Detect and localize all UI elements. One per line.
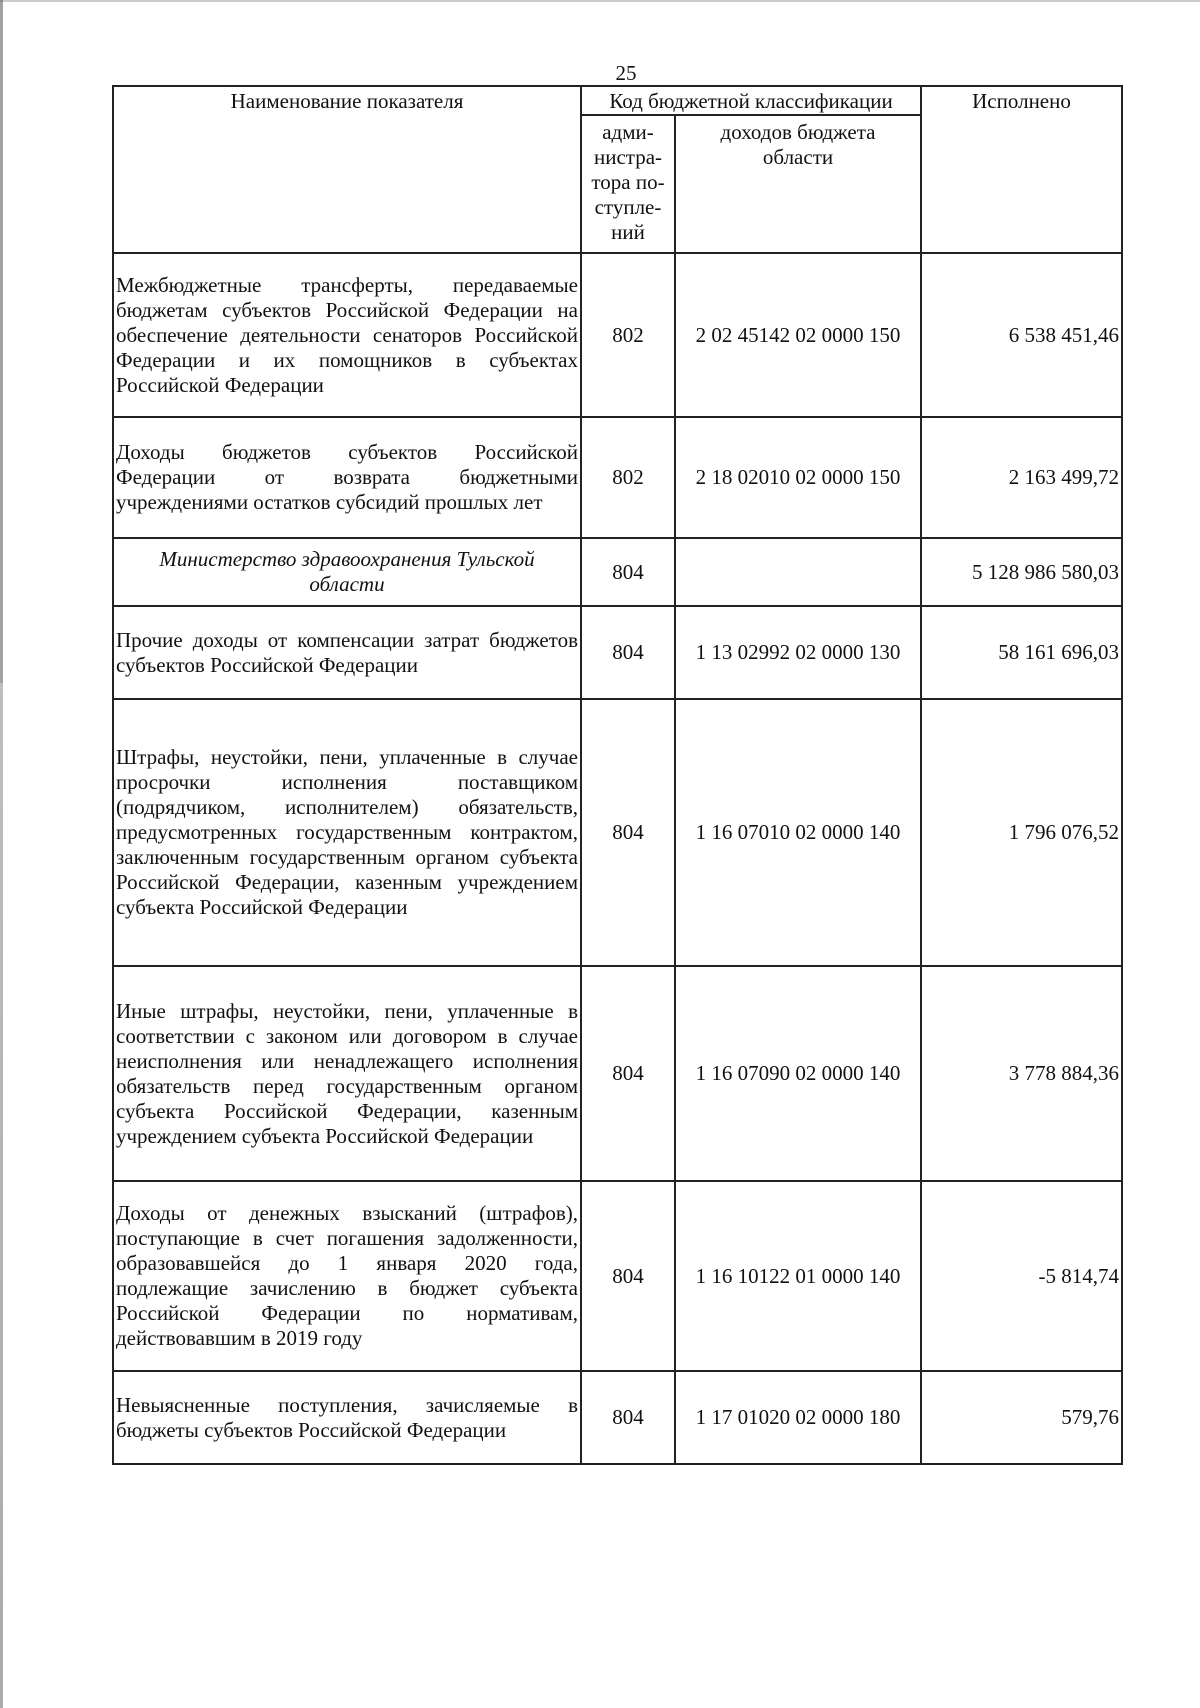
table-row bbox=[113, 1181, 1122, 1371]
header-income-label: доходов бюджета области bbox=[720, 120, 876, 169]
table-row bbox=[113, 1371, 1122, 1464]
header-executed-label: Исполнено bbox=[972, 89, 1071, 113]
table-row bbox=[113, 253, 1122, 417]
page-number: 25 bbox=[615, 61, 637, 85]
scan-edge-left bbox=[0, 0, 3, 1708]
row-name: Штрафы, неустойки, пени, уплаченные в случае просрочки исполнения поставщиком (подрядчиком, исполнителем) обязательств, предусмотренных государственным контрактом, заключенным государственным органом субъекта Российской Федерации, казенным учреждением субъекта Российской Федерации bbox=[113, 699, 581, 966]
row-admin-code: 802 bbox=[581, 417, 675, 538]
header-name bbox=[113, 86, 581, 253]
row-name: Доходы бюджетов субъектов Российской Федерации от возврата бюджетными учреждениями остатков субсидий прошлых лет bbox=[113, 417, 581, 538]
header-row bbox=[113, 86, 1122, 115]
row-amount: 2 163 499,72 bbox=[921, 417, 1122, 538]
row-amount: 6 538 451,46 bbox=[921, 253, 1122, 417]
row-name: Доходы от денежных взысканий (штрафов), поступающие в счет погашения задолженности, образовавшейся до 1 января 2020 года, подлежащие зачислению в бюджет субъекта Российской Федерации по нормативам, действовавшим в 2019 году bbox=[113, 1181, 581, 1371]
row-admin-code: 804 bbox=[581, 1371, 675, 1464]
budget-income-table bbox=[112, 85, 1123, 1465]
row-name: Прочие доходы от компенсации затрат бюджетов субъектов Российской Федерации bbox=[113, 606, 581, 699]
row-income-code: 2 18 02010 02 0000 150 bbox=[675, 417, 921, 538]
scan-edge-top bbox=[0, 0, 1200, 2]
row-section-name: Министерство здравоохранения Тульской области bbox=[113, 538, 581, 606]
row-amount: 579,76 bbox=[921, 1371, 1122, 1464]
header-code-group-label: Код бюджетной классификации bbox=[609, 89, 893, 113]
table-row bbox=[113, 966, 1122, 1181]
header-admin bbox=[581, 115, 675, 253]
row-admin-code: 804 bbox=[581, 699, 675, 966]
row-income-code: 1 16 10122 01 0000 140 bbox=[675, 1181, 921, 1371]
row-name: Невыясненные поступления, зачисляемые в бюджеты субъектов Российской Федерации bbox=[113, 1371, 581, 1464]
row-income-code: 1 16 07010 02 0000 140 bbox=[675, 699, 921, 966]
row-amount: 1 796 076,52 bbox=[921, 699, 1122, 966]
header-admin-label: адми- нистра- тора по- ступле- ний bbox=[591, 120, 665, 244]
table-row bbox=[113, 699, 1122, 966]
row-amount: 3 778 884,36 bbox=[921, 966, 1122, 1181]
row-amount: 58 161 696,03 bbox=[921, 606, 1122, 699]
table-row-section bbox=[113, 538, 1122, 606]
row-admin-code: 802 bbox=[581, 253, 675, 417]
row-admin-code: 804 bbox=[581, 1181, 675, 1371]
row-income-code: 1 17 01020 02 0000 180 bbox=[675, 1371, 921, 1464]
row-income-code bbox=[675, 538, 921, 606]
row-income-code: 1 16 07090 02 0000 140 bbox=[675, 966, 921, 1181]
header-income bbox=[675, 115, 921, 253]
row-name: Иные штрафы, неустойки, пени, уплаченные в соответствии с законом или договором в случае неисполнения или ненадлежащего исполнения обязательств перед государственным органом субъекта Российской Федерации, казенным учреждением субъекта Российской Федерации bbox=[113, 966, 581, 1181]
row-income-code: 1 13 02992 02 0000 130 bbox=[675, 606, 921, 699]
header-name-label: Наименование показателя bbox=[230, 89, 464, 113]
row-admin-code: 804 bbox=[581, 966, 675, 1181]
row-income-code: 2 02 45142 02 0000 150 bbox=[675, 253, 921, 417]
header-executed bbox=[921, 86, 1122, 253]
row-amount: 5 128 986 580,03 bbox=[921, 538, 1122, 606]
table-row bbox=[113, 417, 1122, 538]
row-admin-code: 804 bbox=[581, 538, 675, 606]
row-name: Межбюджетные трансферты, передаваемые бюджетам субъектов Российской Федерации на обеспечение деятельности сенаторов Российской Федерации и их помощников в субъектах Российской Федерации bbox=[113, 253, 581, 417]
table-row bbox=[113, 606, 1122, 699]
row-admin-code: 804 bbox=[581, 606, 675, 699]
row-amount: -5 814,74 bbox=[921, 1181, 1122, 1371]
header-code-group bbox=[581, 86, 921, 115]
